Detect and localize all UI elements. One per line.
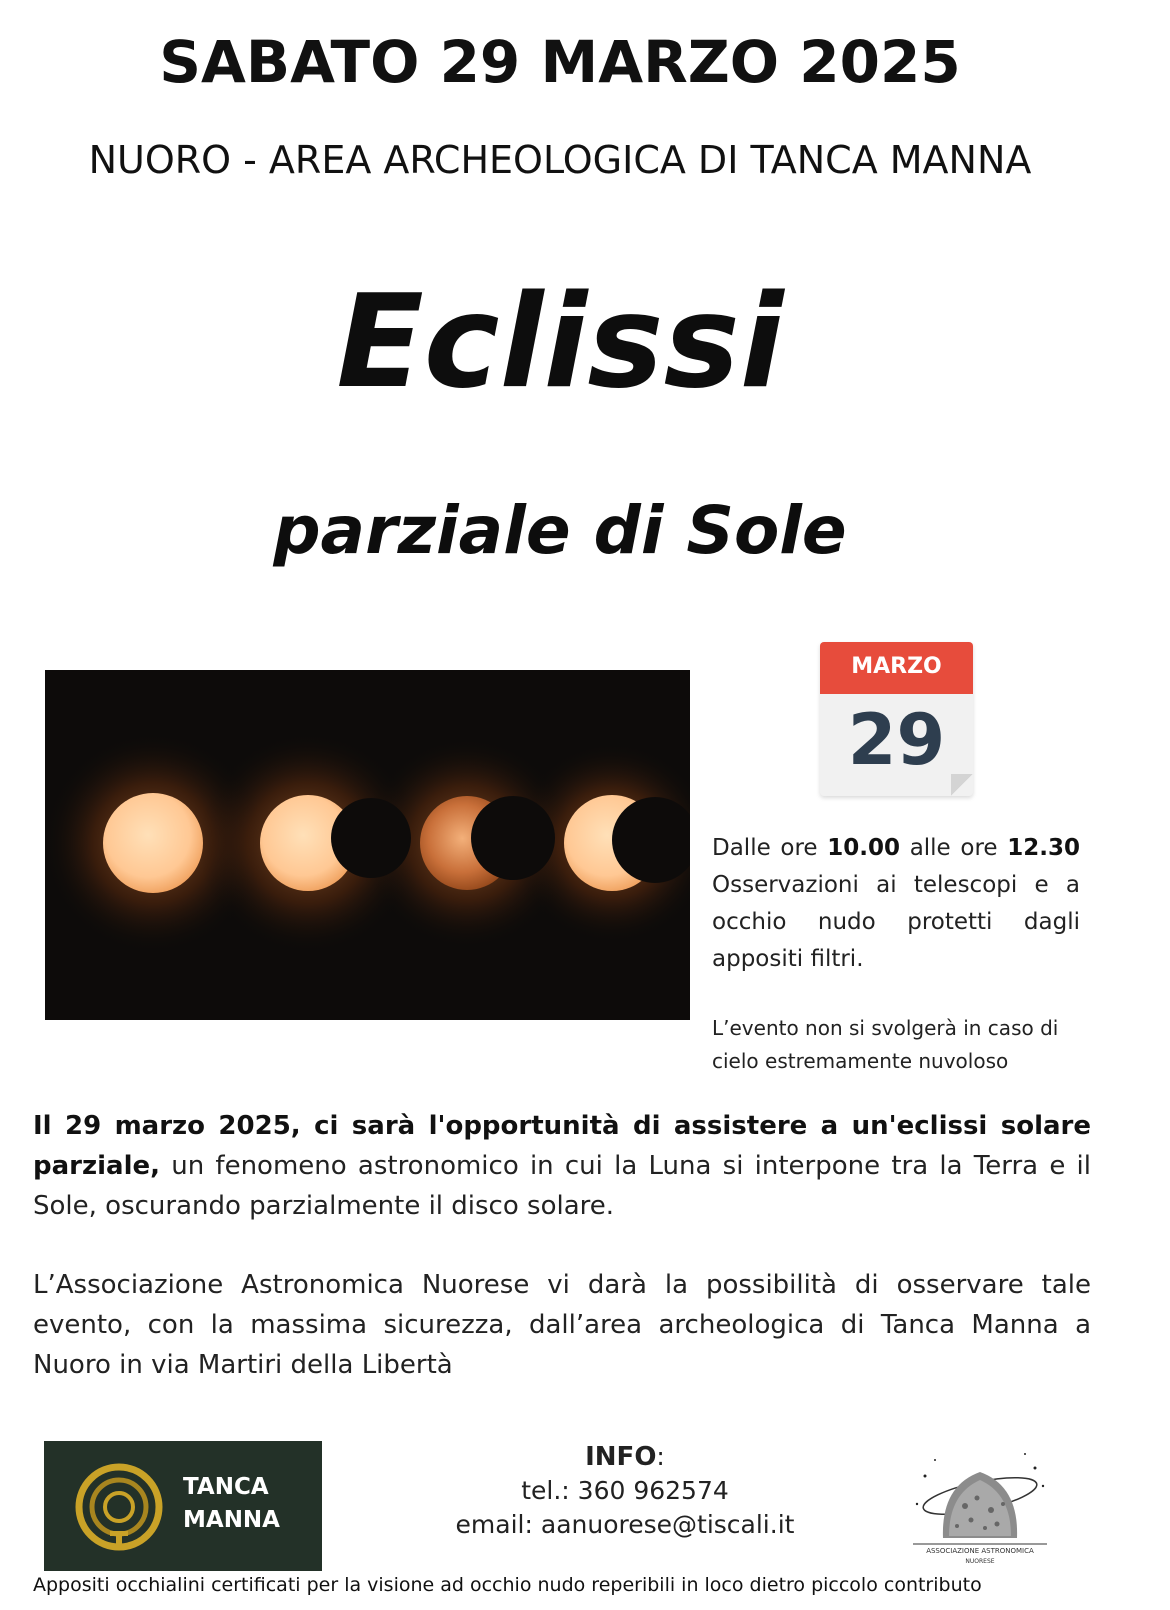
schedule-end-time: 12.30 [1007, 835, 1080, 861]
astro-logo-line-2: NUORESE [965, 1558, 995, 1565]
eclipse-phases-photo [45, 670, 690, 1020]
tanca-manna-logo [44, 1441, 322, 1571]
tanca-manna-emblem-icon [44, 1441, 174, 1571]
calendar-page-fold [951, 774, 973, 796]
logo-line-2: MANNA [183, 1507, 280, 1533]
eclipse-phases-illustration [45, 670, 690, 1020]
calendar-month: MARZO [820, 642, 973, 694]
logo-line-1: TANCA [183, 1474, 269, 1500]
email-address: aanuorese@tiscali.it [540, 1510, 795, 1539]
schedule-start-time: 10.00 [827, 835, 901, 861]
event-date-heading: SABATO 29 MARZO 2025 [159, 28, 961, 96]
poster-title: Eclissi [336, 268, 784, 417]
schedule-prefix: Dalle ore [712, 835, 818, 861]
schedule-block [712, 830, 1080, 978]
schedule-description: Osservazioni ai telescopi e a occhio nudo protetti dagli appositi filtri. [712, 872, 1080, 972]
event-location: NUORO - AREA ARCHEOLOGICA DI TANCA MANNA [88, 138, 1032, 182]
email-label: email: [455, 1510, 541, 1539]
info-title: INFO [585, 1442, 657, 1472]
astro-logo-line-1: ASSOCIAZIONE ASTRONOMICA [926, 1547, 1034, 1555]
info-email [400, 1508, 850, 1542]
intro-text: un fenomeno astronomico in cui la Luna si interpone tra la Terra e il Sole, oscurando parzialmente il disco solare. [33, 1151, 1091, 1221]
contact-info [400, 1440, 850, 1542]
sun-phase-full [103, 793, 203, 893]
intro-bold-text: Il 29 marzo 2025, ci sarà l'opportunità di assistere a un'eclissi solare parziale, [33, 1111, 1091, 1181]
astronomical-association-logo [905, 1446, 1055, 1568]
intro-paragraph [33, 1106, 1091, 1226]
weather-note: L’evento non si svolgerà in caso di cielo estremamente nuvoloso [712, 1016, 1059, 1073]
info-phone [400, 1474, 850, 1508]
schedule-middle: alle ore [909, 835, 998, 861]
tanca-manna-wordmark [183, 1471, 280, 1537]
association-paragraph: L’Associazione Astronomica Nuorese vi darà la possibilità di osservare tale evento, con la massima sicurezza, dall’area archeologica di Tanca Manna a Nuoro in via Martiri della Libertà [33, 1270, 1091, 1380]
phone-number: 360 962574 [577, 1476, 729, 1505]
calendar-day: 29 [847, 699, 946, 781]
phone-label: tel.: [521, 1476, 578, 1505]
calendar-icon [820, 642, 973, 796]
info-colon: : [656, 1442, 665, 1471]
footer-note: Appositi occhialini certificati per la visione ad occhio nudo reperibili in loco dietro piccolo contributo [33, 1574, 982, 1596]
poster-subtitle: parziale di Sole [273, 492, 847, 569]
observatory-dome-icon [905, 1446, 1055, 1568]
info-heading [400, 1440, 850, 1474]
